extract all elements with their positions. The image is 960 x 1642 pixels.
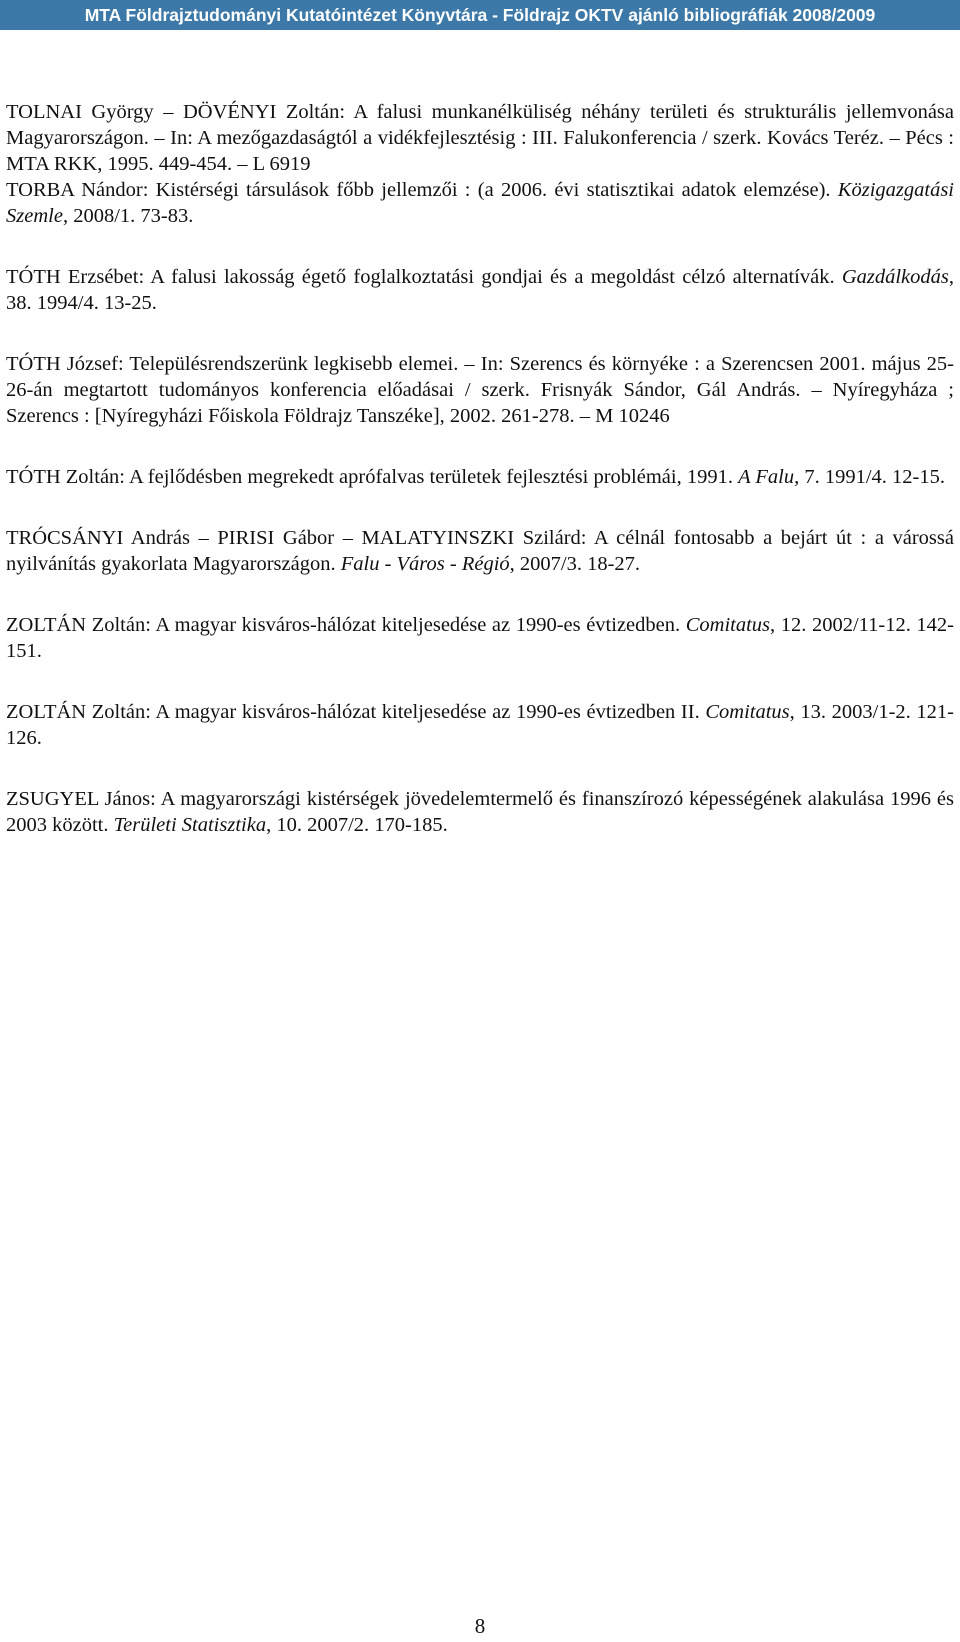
- entry-details: , 13. 2003/1-2. 121-126.: [6, 701, 954, 749]
- journal-title: Comitatus: [685, 614, 771, 636]
- page-number: 8: [474, 1614, 486, 1638]
- bibliography-entry-zsugyel: [6, 786, 954, 838]
- bibliography-entry-tolnai: TOLNAI György – DÖVÉNYI Zoltán: A falusi munkanélküliség néhány területi és strukturális jellemvonása Magyarországon. – In: A mezőgazdaságtól a vidékfejlesztésig : III. Falukonferencia / szerk. Kovács Teréz. – Pécs : MTA RKK, 1995. 449-454. – L 6919: [6, 101, 954, 175]
- bibliography-entry-toth-erzsebet: [6, 264, 954, 316]
- bibliography-entry-trocsanyi: [6, 525, 954, 577]
- bibliography-entry-toth-jozsef: TÓTH József: Településrendszerünk legkisebb elemei. – In: Szerencs és környéke : a Szerencsen 2001. május 25-26-án megtartott tudományos konferencia előadásai / szerk. Frisnyák Sándor, Gál András. – Nyíregyháza ; Szerencs : [Nyíregyházi Főiskola Földrajz Tanszéke], 2002. 261-278. – M 10246: [6, 353, 954, 427]
- entry-citation: ZSUGYEL János: A magyarországi kistérségek jövedelemtermelő és finanszírozó képességének alakulása 1996 és 2003 között.: [6, 788, 954, 836]
- entry-details: , 38. 1994/4. 13-25.: [6, 266, 954, 314]
- entry-citation: TORBA Nándor: Kistérségi társulások főbb jellemzői : (a 2006. évi statisztikai adatok elemzése).: [6, 179, 838, 201]
- journal-title: Közigazgatási Szemle: [6, 179, 954, 227]
- bibliography-entry-torba: [6, 177, 954, 229]
- bibliography-entry-zoltan-1: [6, 612, 954, 664]
- entry-details: , 2007/3. 18-27.: [509, 553, 641, 575]
- journal-title: Falu - Város - Régió: [340, 553, 510, 575]
- bibliography-entry-toth-zoltan: [6, 464, 954, 490]
- entry-citation: ZOLTÁN Zoltán: A magyar kisváros-hálózat kiteljesedése az 1990-es évtizedben II.: [6, 701, 706, 723]
- journal-title: A Falu: [738, 466, 795, 488]
- entry-citation: TÓTH Zoltán: A fejlődésben megrekedt aprófalvas területek fejlesztési problémái, 1991.: [6, 466, 739, 488]
- entry-citation: TRÓCSÁNYI András – PIRISI Gábor – MALATYINSZKI Szilárd: A célnál fontosabb a bejárt út : a várossá nyilvánítás gyakorlata Magyarországon.: [6, 527, 954, 575]
- entry-details: , 12. 2002/11-12. 142-151.: [6, 614, 954, 662]
- journal-title: Gazdálkodás: [841, 266, 949, 288]
- journal-title: Területi Statisztika: [113, 814, 267, 836]
- bibliography-entry-zoltan-2: [6, 699, 954, 751]
- journal-title: Comitatus: [705, 701, 790, 723]
- entry-details: , 10. 2007/2. 170-185.: [266, 814, 448, 836]
- entry-details: , 7. 1991/4. 12-15.: [794, 466, 945, 488]
- entry-details: , 2008/1. 73-83.: [62, 205, 194, 227]
- entry-citation: ZOLTÁN Zoltán: A magyar kisváros-hálózat kiteljesedése az 1990-es évtizedben.: [6, 614, 686, 636]
- bibliography-list: [6, 99, 954, 873]
- document-header: MTA Földrajztudományi Kutatóintézet Könyvtára - Földrajz OKTV ajánló bibliográfiák 2008/2009: [0, 0, 960, 30]
- entry-citation: TÓTH Erzsébet: A falusi lakosság égető foglalkoztatási gondjai és a megoldást célzó alternatívák.: [6, 266, 842, 288]
